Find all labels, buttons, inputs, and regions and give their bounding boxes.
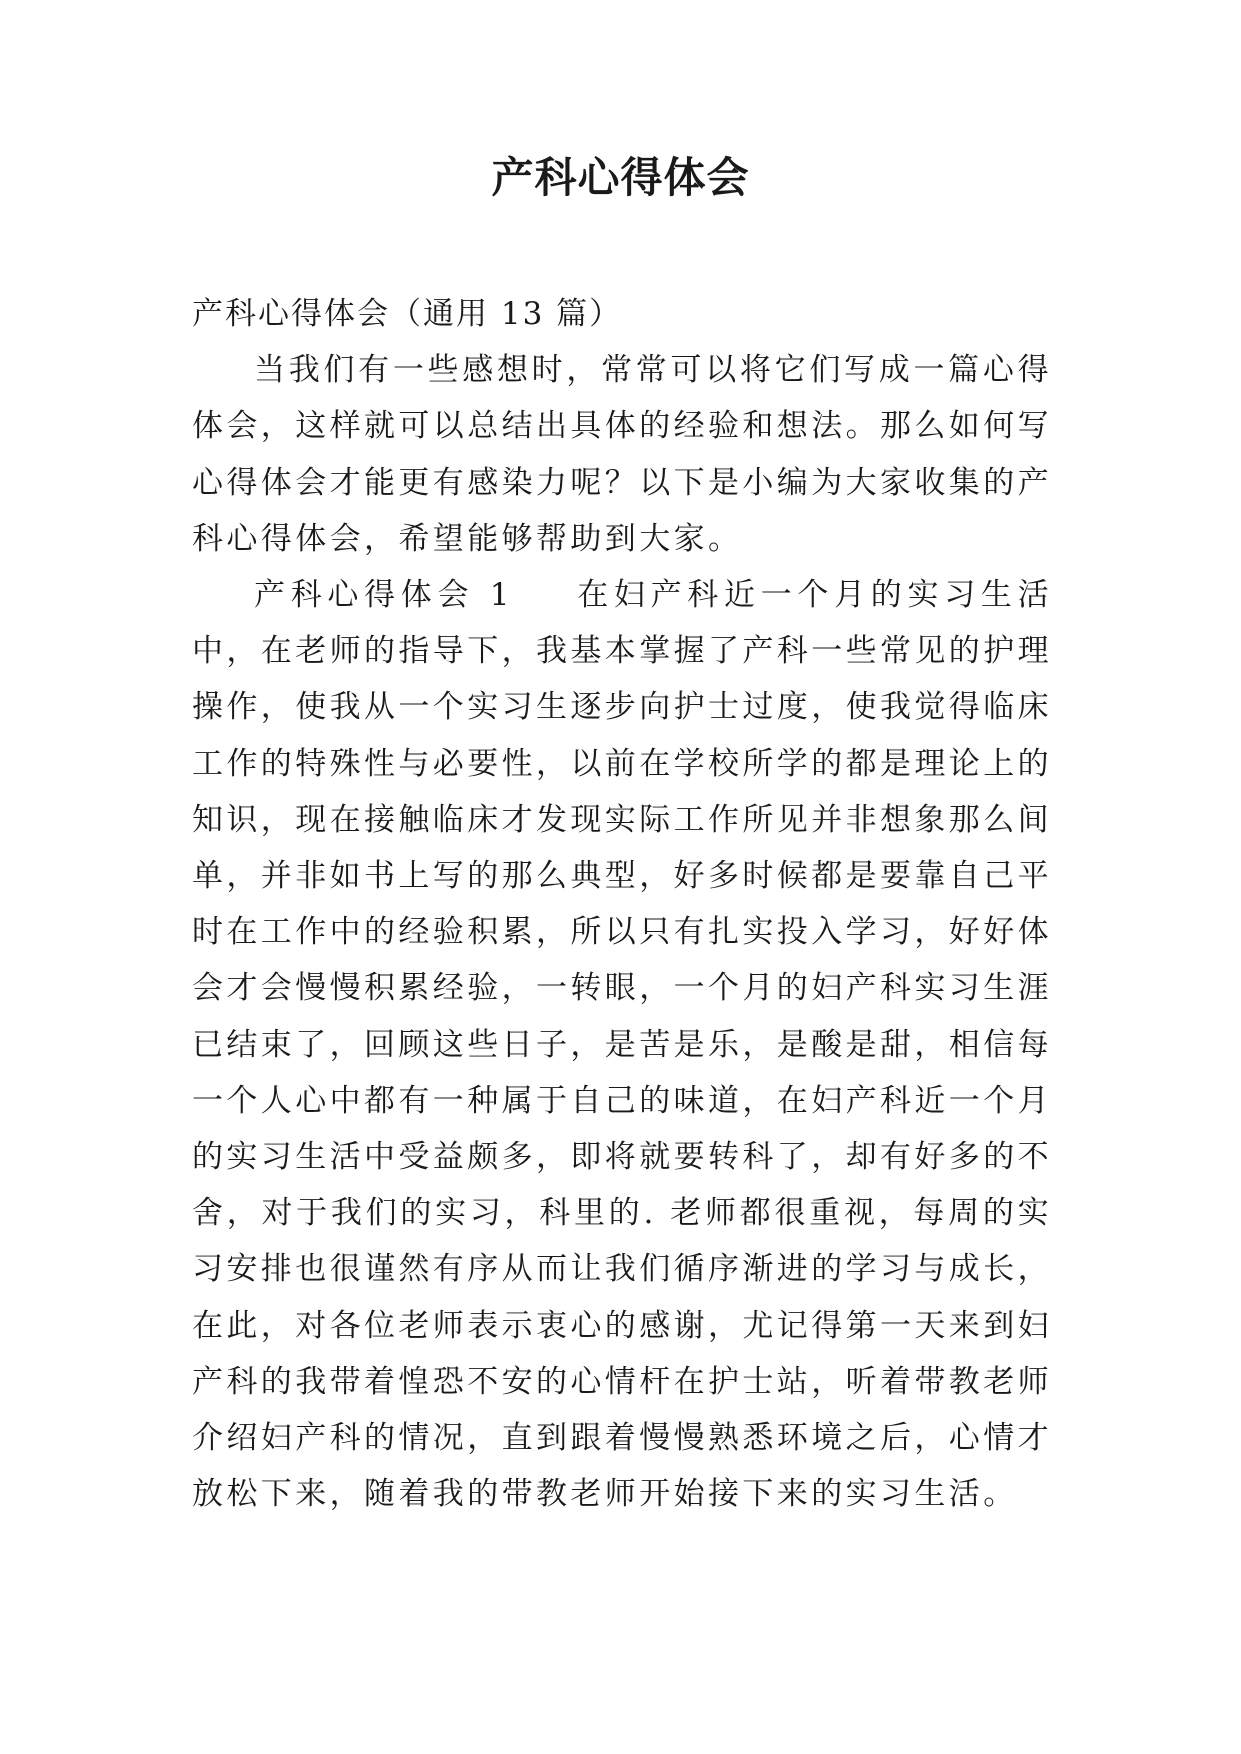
section-1-heading: 产科心得体会 1 xyxy=(254,577,513,614)
document-body xyxy=(192,286,1052,1522)
document-subtitle: 产科心得体会（通用 13 篇） xyxy=(192,296,623,332)
section-1-body: 在妇产科近一个月的实习生活中，在老师的指导下，我基本掌握了产科一些常见的护理操作，使我从一个实习生逐步向护士过度，使我觉得临床工作的特殊性与必要性，以前在学校所学的都是理论上的知识，现在接触临床才发现实际工作所见并非想象那么间单，并非如书上写的那么典型，好多时候都是要靠自己平时在工作中的经验积累，所以只有扎实投入学习，好好体会才会慢慢积累经验，一转眼，一个月的妇产科实习生涯已结束了，回顾这些日子，是苦是乐，是酸是甜，相信每一个人心中都有一种属于自己的味道，在妇产科近一个月的实习生活中受益颇多，即将就要转科了，却有好多的不舍，对于我们的实习，科里的. 老师都很重视，每周的实习安排也很谨然有序从而让我们循序渐进的学习与成长，在此，对各位老师表示衷心的感谢，尤记得第一天来到妇产科的我带着惶恐不安的心情杆在护士站，听着带教老师介绍妇产科的情况，直到跟着慢慢熟悉环境之后，心情才放松下来，随着我的带教老师开始接下来的实习生活。 xyxy=(192,577,1052,1513)
intro-paragraph: 当我们有一些感想时，常常可以将它们写成一篇心得体会，这样就可以总结出具体的经验和想法。那么如何写心得体会才能更有感染力呢？以下是小编为大家收集的产科心得体会，希望能够帮助到大家。 xyxy=(192,352,1052,557)
section-1-paragraph xyxy=(192,567,1052,1522)
document-title: 产科心得体会 xyxy=(491,153,750,202)
